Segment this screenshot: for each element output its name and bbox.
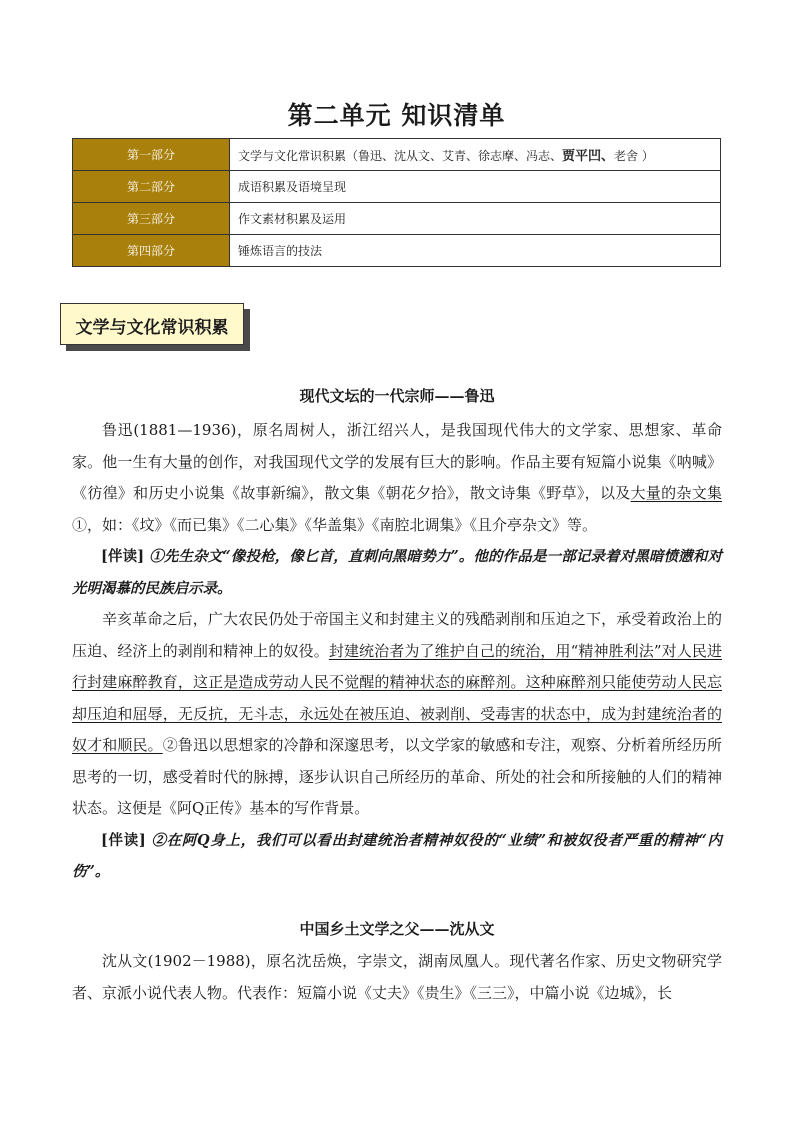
part-label: 第四部分 [73, 235, 230, 267]
article-lu-xun [72, 385, 722, 888]
paragraph: 辛亥革命之后，广大农民仍处于帝国主义和封建主义的残酷剥削和压迫之下，承受着政治上的压迫、经济上的剥削和精神上的奴役。封建统治者为了维护自己的统治，用“精神胜利法”对人民进行封建麻醉教育，这正是造成劳动人民不觉醒的精神状态的麻醉剂。这种麻醉剂只能使劳动人民忘却压迫和屈辱，无反抗，无斗志，永远处在被压迫、被剥削、受毒害的状态中，成为封建统治者的奴才和顺民。②鲁迅以思想家的冷静和深邃思考，以文学家的敏感和专注，观察、分析着所经历所思考的一切，感受着时代的脉搏，逐步认识自己所经历的革命、所处的社会和所接触的人们的精神状态。这便是《阿Q正传》基本的写作背景。 [72, 610, 722, 817]
article-shen-congwen [72, 918, 722, 1009]
part-label: 第二部分 [73, 171, 230, 203]
section-title: 文学与文化常识积累 [75, 318, 229, 338]
table-row [73, 235, 721, 267]
table-row [73, 171, 721, 203]
part-label: 第三部分 [73, 203, 230, 235]
paragraph: 沈从文(1902－1988)，原名沈岳焕，字崇文，湖南凤凰人。现代著名作家、历史文物研究学者、京派小说代表人物。代表作：短篇小说《丈夫》《贵生》《三三》，中篇小说《边城》，长 [72, 952, 722, 1002]
part-label: 第一部分 [73, 139, 230, 171]
part-content: 文学与文化常识积累（鲁迅、沈从文、艾青、徐志摩、冯志、贾平凹、老舍 ） [230, 139, 721, 171]
reading-note: [伴读] ①先生杂文“像投枪，像匕首，直刺向黑暗势力”。他的作品是一部记录着对黑暗愤懑和对光明渴慕的民族启示录。 [72, 548, 722, 597]
article-heading: 现代文坛的一代宗师——鲁迅 [299, 387, 495, 405]
part-content: 锤炼语言的技法 [230, 235, 721, 267]
reading-note: [伴读] ②在阿Q身上，我们可以看出封建统治者精神奴役的“业绩”和被奴役者严重的精神“内伤”。 [72, 831, 722, 880]
part-content: 作文素材积累及运用 [230, 203, 721, 235]
page-title: 第二单元 知识清单 [287, 101, 506, 130]
contents-table [72, 138, 721, 267]
part-content: 成语积累及语境呈现 [230, 171, 721, 203]
paragraph: 鲁迅(1881—1936)，原名周树人，浙江绍兴人，是我国现代伟大的文学家、思想家、革命家。他一生有大量的创作，对我国现代文学的发展有巨大的影响。作品主要有短篇小说集《呐喊》《彷徨》和历史小说集《故事新编》，散文集《朝花夕拾》，散文诗集《野草》，以及大量的杂文集①，如：《坟》《而已集》《二心集》《华盖集》《南腔北调集》《且介亭杂文》等。 [72, 421, 722, 534]
table-row [73, 203, 721, 235]
table-row [73, 139, 721, 171]
article-heading: 中国乡土文学之父——沈从文 [299, 920, 495, 938]
section-title-box [60, 303, 244, 345]
